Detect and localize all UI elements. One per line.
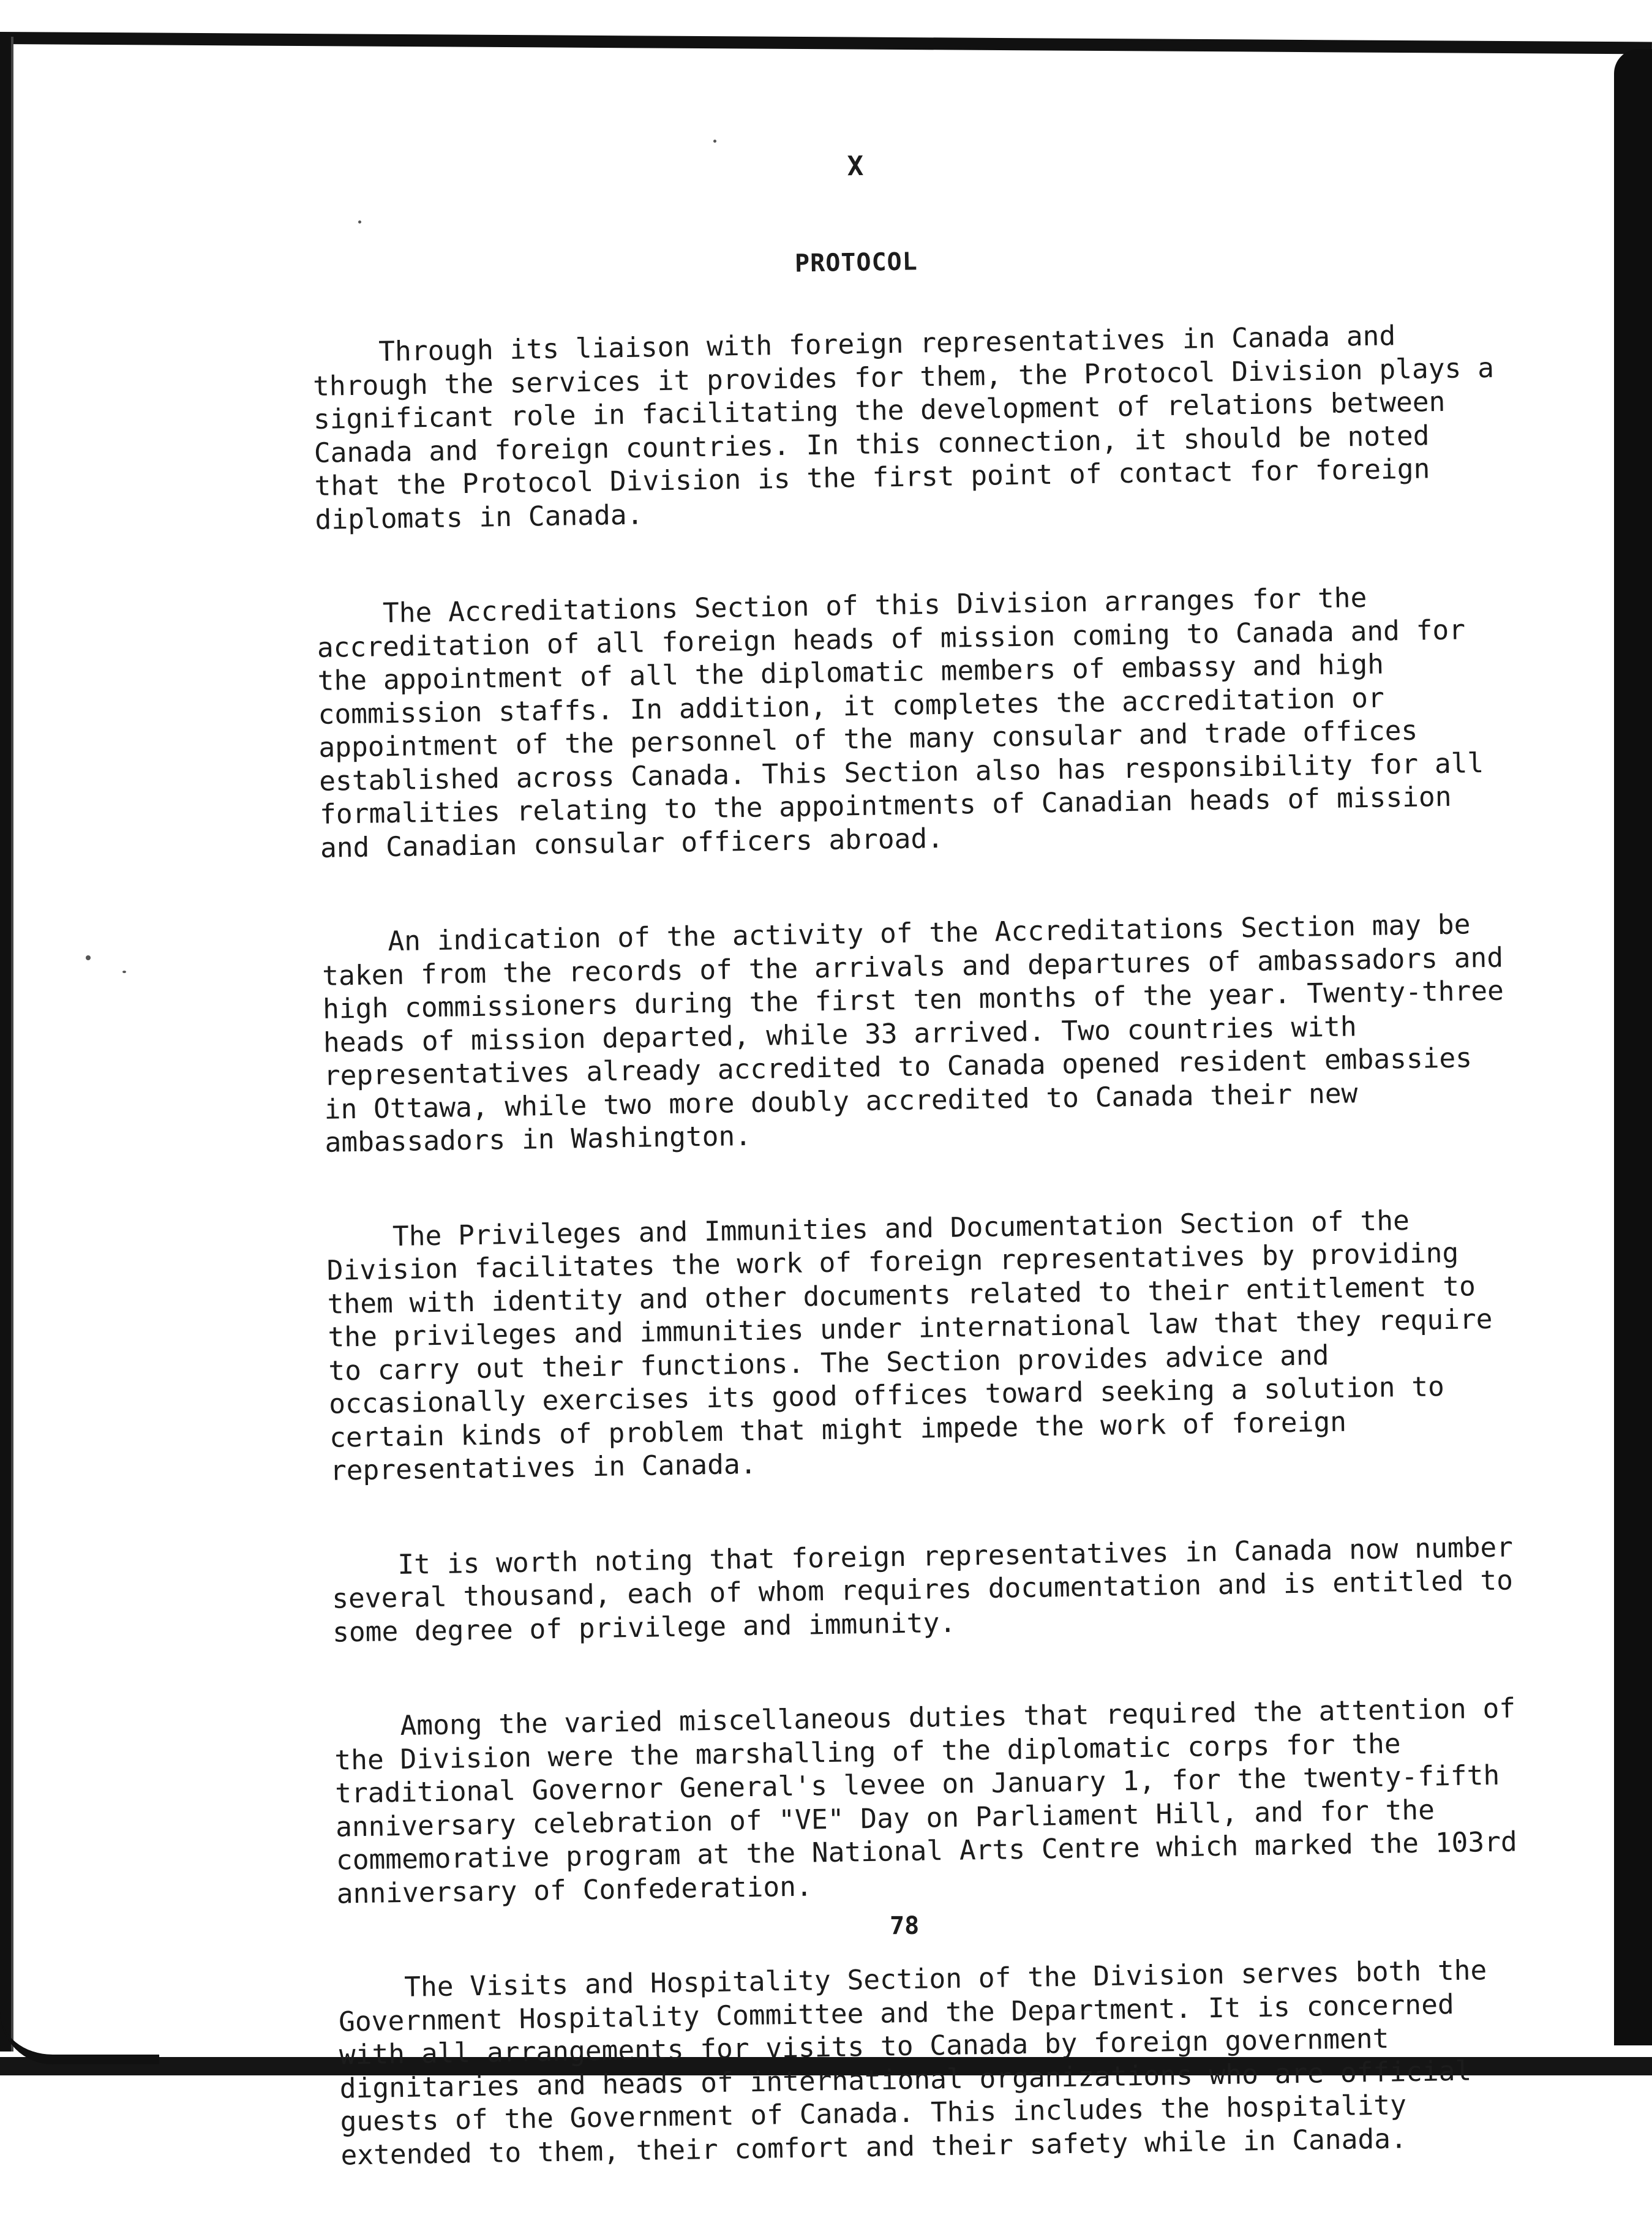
paragraph-miscellaneous-duties: Among the varied miscellaneous duties that required the attention of the Division were the marshalling of the diplomatic corps for the traditional Governor General's levee on January 1, for the twenty-fifth anniversary celebration of "VE" Day on Parliament Hill, and for the commemorative program at the National Arts Centre which marked the 103rd anniversary of Confederation. (334, 1693, 1518, 1910)
chapter-title: PROTOCOL (794, 247, 918, 278)
scan-border-left (0, 37, 18, 2052)
scan-border-right (1614, 49, 1652, 2045)
scan-speck (713, 140, 716, 143)
paragraph-privileges: The Privileges and Immunities and Documentation Section of the Division facilitates the work of foreign representatives by providing them with identity and other documents related to their entitlement to the privileges and immunities under international law that they require to carry out their functions. The Section provides advice and occasionally exercises its good offices toward seeking a solution to certain kinds of problem that might impede the work of foreign representatives in Canada. (326, 1205, 1493, 1487)
paragraph-representatives-count: It is worth noting that foreign representatives in Canada now number several thousand, each of whom requires documentation and is entitled to some degree of privilege and immunity. (331, 1531, 1514, 1649)
scan-speck (86, 955, 91, 960)
paragraph-liaison: Through its liaison with foreign representatives in Canada and through the services it provides for them, the Protocol Division plays a significant role in facilitating the development of relations between Canada and foreign countries. In this connection, it should be noted that the Protocol Division is the first point of contact for foreign diplomats in Canada. (312, 320, 1495, 536)
paragraph-visits-hospitality: The Visits and Hospitality Section of the Division serves both the Government Hospitality Committee and the Department. It is concerned with all arrangements for visits to Canada by foreign government dignitaries and heads of international organizations who are official guests of the Government of Canada. This includes the hospitality extended to them, their comfort and their safety while in Canada. (338, 1955, 1487, 2172)
scan-speck (122, 971, 126, 973)
chapter-number: X (847, 150, 864, 182)
scan-speck (358, 220, 361, 224)
paragraph-accreditations: The Accreditations Section of this Division arranges for the accreditation of all foreign heads of mission coming to Canada and for the appointment of all the diplomatic members of embassy and high commission staffs. In addition, it completes the accreditation or appointment of the personnel of the many consular and trade offices established across Canada. This Section also has responsibility for all formalities relating to the appointments of Canadian heads of mission and Canadian consular officers abroad. (317, 582, 1484, 864)
body-text (312, 318, 1536, 2233)
paragraph-activity: An indication of the activity of the Accreditations Section may be taken from the records of the arrivals and departures of ambassadors and high commissioners during the first ten months of the year. Twenty-three heads of mission departed, while 33 arrived. Two countries with representatives already accredited to Canada opened resident embassies in Ottawa, while two more doubly accredited to Canada their new ambassadors in Washington. (321, 909, 1504, 1159)
page-number: 78 (890, 1912, 920, 1940)
scan-border-top (0, 32, 1652, 54)
